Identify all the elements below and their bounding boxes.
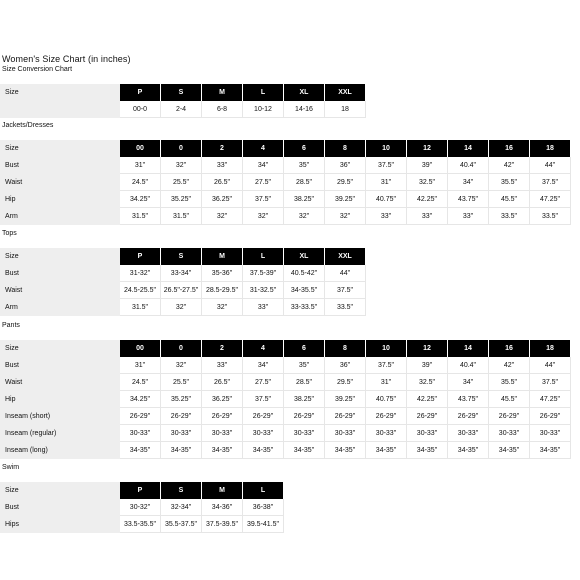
page-title: Women's Size Chart (in inches) — [2, 54, 131, 64]
table-cell: 26.5" — [202, 374, 243, 391]
size-table-pants — [120, 340, 571, 459]
table-row — [120, 499, 284, 516]
table-cell: 27.5" — [243, 174, 284, 191]
row-label: Size — [5, 487, 19, 494]
size-header-cell: 12 — [407, 140, 448, 157]
table-row — [120, 442, 571, 459]
size-table-conversion — [120, 84, 366, 118]
size-header-cell: P — [120, 84, 161, 101]
size-header-cell: L — [243, 482, 284, 499]
size-header-cell: P — [120, 482, 161, 499]
table-row — [120, 408, 571, 425]
table-cell: 2-4 — [161, 101, 202, 118]
table-cell: 31.5" — [120, 299, 161, 316]
table-cell: 26-29" — [243, 408, 284, 425]
table-cell: 34-35" — [325, 442, 366, 459]
table-cell: 37.5" — [243, 391, 284, 408]
size-header-cell: 00 — [120, 140, 161, 157]
row-label: Size — [5, 345, 19, 352]
table-cell: 34-35" — [489, 442, 530, 459]
table-cell: 36.25" — [202, 191, 243, 208]
table-cell: 37.5-39" — [243, 265, 284, 282]
row-label-background — [0, 191, 120, 208]
table-cell: 30-33" — [120, 425, 161, 442]
table-cell: 33-34" — [161, 265, 202, 282]
table-cell: 39.25" — [325, 191, 366, 208]
size-header-cell: M — [202, 482, 243, 499]
row-label: Bust — [5, 270, 20, 277]
row-label: Hip — [5, 196, 16, 203]
table-row — [120, 191, 571, 208]
size-header-cell: 12 — [407, 340, 448, 357]
table-cell: 26-29" — [448, 408, 489, 425]
table-cell: 36-38" — [243, 499, 284, 516]
table-cell: 34" — [448, 374, 489, 391]
table-cell: 34-35" — [120, 442, 161, 459]
table-cell: 37.5" — [530, 374, 571, 391]
table-cell: 42.25" — [407, 391, 448, 408]
table-cell: 34-35" — [407, 442, 448, 459]
table-cell: 34-35" — [284, 442, 325, 459]
table-cell: 33" — [407, 208, 448, 225]
size-header-cell: M — [202, 248, 243, 265]
table-cell: 30-33" — [407, 425, 448, 442]
table-cell: 34" — [448, 174, 489, 191]
table-cell: 31-32" — [120, 265, 161, 282]
table-cell: 27.5" — [243, 374, 284, 391]
table-cell: 34-35" — [202, 442, 243, 459]
table-cell: 40.75" — [366, 391, 407, 408]
row-label: Waist — [5, 379, 23, 386]
table-cell: 39" — [407, 357, 448, 374]
table-row — [120, 516, 284, 533]
row-label: Hip — [5, 396, 16, 403]
table-cell: 28.5" — [284, 374, 325, 391]
size-header-cell: XXL — [325, 248, 366, 265]
table-row — [120, 391, 571, 408]
table-cell: 28.5" — [284, 174, 325, 191]
row-label: Inseam (regular) — [5, 430, 57, 437]
table-cell: 32-34" — [161, 499, 202, 516]
table-cell: 26-29" — [530, 408, 571, 425]
table-cell: 26.5"-27.5" — [161, 282, 202, 299]
table-cell: 35-36" — [202, 265, 243, 282]
table-cell: 39.5-41.5" — [243, 516, 284, 533]
table-cell: 36" — [325, 357, 366, 374]
table-cell: 32" — [202, 208, 243, 225]
size-header-row — [120, 248, 366, 265]
row-label: Waist — [5, 179, 23, 186]
table-cell: 26-29" — [120, 408, 161, 425]
size-header-row — [120, 84, 366, 101]
size-header-cell: 14 — [448, 340, 489, 357]
table-cell: 45.5" — [489, 191, 530, 208]
size-header-cell: XXL — [325, 84, 366, 101]
table-cell: 36.25" — [202, 391, 243, 408]
table-cell: 26-29" — [284, 408, 325, 425]
table-cell: 40.5-42" — [284, 265, 325, 282]
section-heading-tops: Tops — [2, 230, 17, 237]
size-header-cell: S — [161, 482, 202, 499]
size-header-row — [120, 482, 284, 499]
section-heading-conversion: Size Conversion Chart — [2, 66, 73, 73]
table-cell: 30-33" — [366, 425, 407, 442]
table-cell: 36" — [325, 157, 366, 174]
row-label: Inseam (long) — [5, 447, 48, 454]
row-label-background — [0, 299, 120, 316]
size-header-cell: L — [243, 248, 284, 265]
table-cell: 35" — [284, 157, 325, 174]
table-cell: 34-35.5" — [284, 282, 325, 299]
table-cell: 31" — [120, 157, 161, 174]
table-cell: 43.75" — [448, 391, 489, 408]
table-cell: 32.5" — [407, 374, 448, 391]
size-table-tops — [120, 248, 366, 316]
table-cell: 29.5" — [325, 174, 366, 191]
table-cell: 25.5" — [161, 174, 202, 191]
table-cell: 34.25" — [120, 191, 161, 208]
table-cell: 33.5" — [325, 299, 366, 316]
table-row — [120, 265, 366, 282]
table-cell: 40.4" — [448, 157, 489, 174]
section-heading-swim: Swim — [2, 464, 20, 471]
table-cell: 14-16 — [284, 101, 325, 118]
size-header-cell: P — [120, 248, 161, 265]
table-cell: 18 — [325, 101, 366, 118]
table-row — [120, 374, 571, 391]
size-header-cell: 0 — [161, 140, 202, 157]
table-cell: 00-0 — [120, 101, 161, 118]
table-cell: 31.5" — [161, 208, 202, 225]
row-label: Bust — [5, 362, 20, 369]
size-header-cell: S — [161, 248, 202, 265]
size-header-cell: 0 — [161, 340, 202, 357]
table-cell: 37.5" — [366, 157, 407, 174]
section-heading-jackets: Jackets/Dresses — [2, 122, 54, 129]
size-header-cell: 18 — [530, 140, 571, 157]
table-cell: 34-35" — [530, 442, 571, 459]
size-header-cell: 4 — [243, 340, 284, 357]
row-label: Bust — [5, 504, 20, 511]
size-header-cell: 10 — [366, 140, 407, 157]
table-cell: 31-32.5" — [243, 282, 284, 299]
row-label: Inseam (short) — [5, 413, 51, 420]
table-cell: 26-29" — [325, 408, 366, 425]
size-table-jackets — [120, 140, 571, 225]
table-cell: 45.5" — [489, 391, 530, 408]
table-cell: 37.5-39.5" — [202, 516, 243, 533]
size-header-cell: XL — [284, 248, 325, 265]
size-header-cell: 6 — [284, 140, 325, 157]
table-cell: 32" — [284, 208, 325, 225]
table-cell: 31.5" — [120, 208, 161, 225]
row-label: Size — [5, 253, 19, 260]
size-header-cell: M — [202, 84, 243, 101]
row-label-background — [0, 101, 120, 118]
table-cell: 40.75" — [366, 191, 407, 208]
table-cell: 42" — [489, 357, 530, 374]
table-cell: 42.25" — [407, 191, 448, 208]
table-cell: 26-29" — [366, 408, 407, 425]
row-label: Arm — [5, 304, 18, 311]
table-cell: 34" — [243, 157, 284, 174]
table-cell: 39" — [407, 157, 448, 174]
row-label-background — [0, 391, 120, 408]
table-cell: 34-35" — [161, 442, 202, 459]
table-cell: 26-29" — [489, 408, 530, 425]
table-row — [120, 299, 366, 316]
size-header-cell: 8 — [325, 340, 366, 357]
table-cell: 32" — [202, 299, 243, 316]
table-cell: 34.25" — [120, 391, 161, 408]
table-cell: 33" — [448, 208, 489, 225]
table-cell: 37.5" — [325, 282, 366, 299]
table-cell: 10-12 — [243, 101, 284, 118]
table-cell: 30-33" — [202, 425, 243, 442]
table-cell: 30-33" — [325, 425, 366, 442]
table-row — [120, 174, 571, 191]
row-label: Hips — [5, 521, 20, 528]
table-cell: 32" — [161, 157, 202, 174]
table-cell: 38.25" — [284, 191, 325, 208]
table-cell: 34-36" — [202, 499, 243, 516]
table-cell: 30-33" — [448, 425, 489, 442]
table-cell: 32" — [161, 299, 202, 316]
table-cell: 32" — [161, 357, 202, 374]
table-cell: 35.5-37.5" — [161, 516, 202, 533]
table-cell: 26.5" — [202, 174, 243, 191]
table-cell: 25.5" — [161, 374, 202, 391]
table-cell: 33.5" — [489, 208, 530, 225]
table-cell: 31" — [120, 357, 161, 374]
size-header-cell: 16 — [489, 340, 530, 357]
size-header-cell: 4 — [243, 140, 284, 157]
table-cell: 35.25" — [161, 391, 202, 408]
table-cell: 44" — [530, 157, 571, 174]
table-cell: 44" — [530, 357, 571, 374]
table-cell: 34" — [243, 357, 284, 374]
size-header-cell: 10 — [366, 340, 407, 357]
size-header-cell: 8 — [325, 140, 366, 157]
section-heading-pants: Pants — [2, 322, 20, 329]
table-cell: 26-29" — [407, 408, 448, 425]
table-cell: 31" — [366, 374, 407, 391]
table-cell: 31" — [366, 174, 407, 191]
table-row — [120, 282, 366, 299]
table-cell: 34-35" — [243, 442, 284, 459]
table-cell: 30-33" — [243, 425, 284, 442]
table-cell: 30-33" — [161, 425, 202, 442]
table-cell: 28.5-29.5" — [202, 282, 243, 299]
table-cell: 24.5" — [120, 374, 161, 391]
size-header-cell: 2 — [202, 140, 243, 157]
row-label: Waist — [5, 287, 23, 294]
table-cell: 29.5" — [325, 374, 366, 391]
table-cell: 34-35" — [448, 442, 489, 459]
table-cell: 35.5" — [489, 374, 530, 391]
size-header-cell: 6 — [284, 340, 325, 357]
table-cell: 42" — [489, 157, 530, 174]
table-cell: 26-29" — [161, 408, 202, 425]
size-header-cell: 16 — [489, 140, 530, 157]
size-header-cell: 2 — [202, 340, 243, 357]
table-cell: 40.4" — [448, 357, 489, 374]
table-cell: 24.5" — [120, 174, 161, 191]
table-cell: 37.5" — [366, 357, 407, 374]
table-cell: 33.5-35.5" — [120, 516, 161, 533]
size-header-row — [120, 140, 571, 157]
table-cell: 34-35" — [366, 442, 407, 459]
size-header-row — [120, 340, 571, 357]
table-row — [120, 425, 571, 442]
size-header-cell: 14 — [448, 140, 489, 157]
table-cell: 24.5-25.5" — [120, 282, 161, 299]
table-row — [120, 208, 571, 225]
table-row — [120, 101, 366, 118]
table-cell: 35.5" — [489, 174, 530, 191]
size-header-cell: XL — [284, 84, 325, 101]
table-cell: 30-33" — [530, 425, 571, 442]
table-cell: 33.5" — [530, 208, 571, 225]
table-cell: 47.25" — [530, 191, 571, 208]
table-cell: 39.25" — [325, 391, 366, 408]
table-cell: 38.25" — [284, 391, 325, 408]
size-header-cell: 18 — [530, 340, 571, 357]
table-cell: 35.25" — [161, 191, 202, 208]
row-label: Size — [5, 145, 19, 152]
table-cell: 32.5" — [407, 174, 448, 191]
row-label-background — [0, 208, 120, 225]
size-header-cell: S — [161, 84, 202, 101]
table-cell: 47.25" — [530, 391, 571, 408]
table-cell: 32" — [243, 208, 284, 225]
table-cell: 32" — [325, 208, 366, 225]
size-header-cell: 00 — [120, 340, 161, 357]
table-cell: 33" — [202, 357, 243, 374]
table-cell: 33" — [366, 208, 407, 225]
table-cell: 33" — [202, 157, 243, 174]
table-cell: 44" — [325, 265, 366, 282]
table-cell: 30-32" — [120, 499, 161, 516]
row-label: Size — [5, 89, 19, 96]
table-cell: 26-29" — [202, 408, 243, 425]
size-table-swim — [120, 482, 284, 533]
table-row — [120, 357, 571, 374]
row-label: Arm — [5, 213, 18, 220]
size-header-cell: L — [243, 84, 284, 101]
table-cell: 30-33" — [489, 425, 530, 442]
table-cell: 43.75" — [448, 191, 489, 208]
table-cell: 37.5" — [243, 191, 284, 208]
table-cell: 30-33" — [284, 425, 325, 442]
table-cell: 37.5" — [530, 174, 571, 191]
row-label: Bust — [5, 162, 20, 169]
table-cell: 33" — [243, 299, 284, 316]
table-cell: 6-8 — [202, 101, 243, 118]
table-row — [120, 157, 571, 174]
table-cell: 33-33.5" — [284, 299, 325, 316]
table-cell: 35" — [284, 357, 325, 374]
